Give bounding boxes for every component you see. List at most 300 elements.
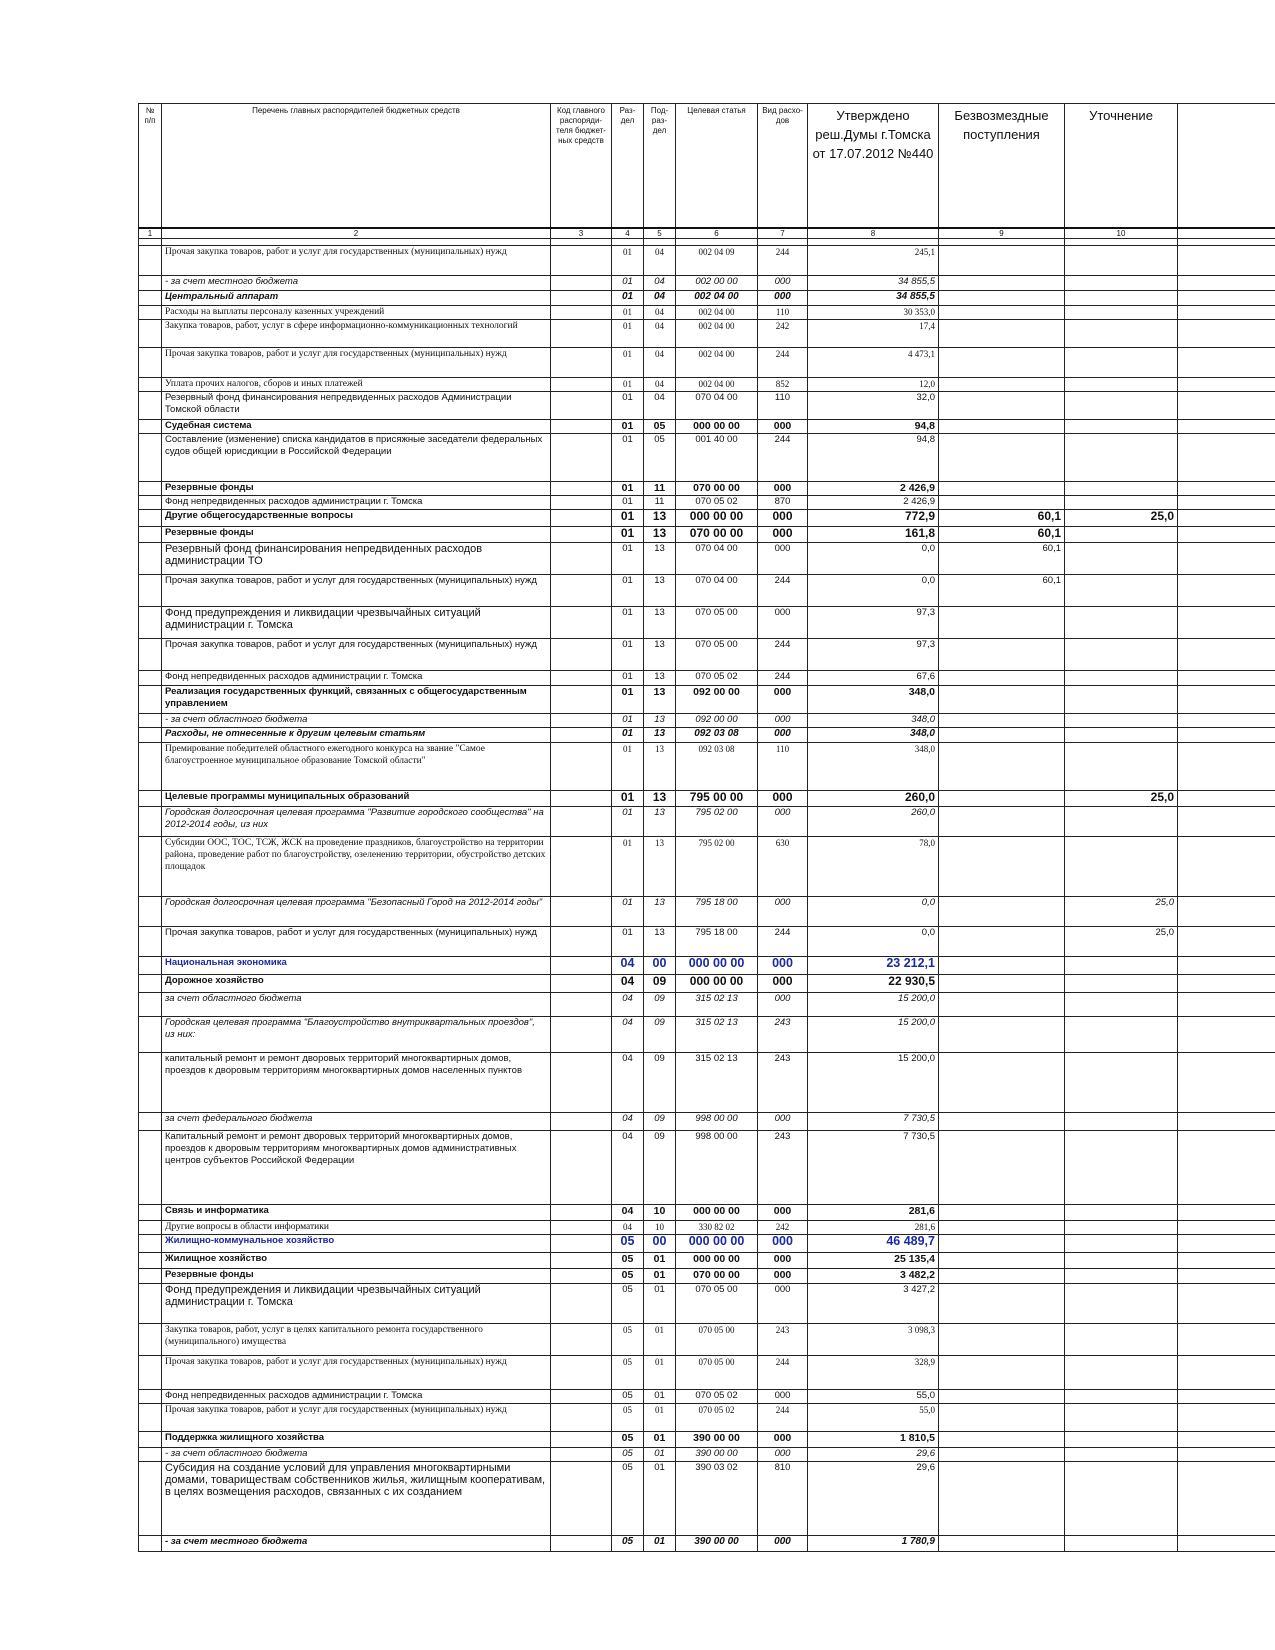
- cell-name: Капитальный ремонт и ремонт дворовых территорий многоквартирных домов, проездов к дворовым территориям многоквартирных домов административных центров субъектов Российской Федерации: [162, 1130, 551, 1204]
- cell-code: [551, 1220, 612, 1234]
- budget-table: [138, 103, 1275, 1552]
- cell-extra: [1178, 290, 1275, 305]
- cell-extra: [1178, 1461, 1275, 1535]
- table-row: [139, 419, 1275, 433]
- cell-extra: [1178, 806, 1275, 836]
- cell-refinement: [1065, 1447, 1178, 1461]
- column-number-extra: [1178, 228, 1275, 239]
- cell-section: 04: [612, 1130, 644, 1204]
- cell-gratuitous: 60,1: [939, 509, 1065, 526]
- table-header-row: [139, 104, 1275, 228]
- cell-code: [551, 1535, 612, 1551]
- cell-refinement: [1065, 1403, 1178, 1431]
- cell-extra: [1178, 1447, 1275, 1461]
- cell-subsection: 09: [644, 992, 676, 1016]
- cell-extra: [1178, 391, 1275, 419]
- cell-expense-type: 244: [758, 926, 808, 956]
- cell-name: Прочая закупка товаров, работ и услуг для государственных (муниципальных) нужд: [162, 1403, 551, 1431]
- cell-target: 795 02 00: [676, 806, 758, 836]
- table-row: [139, 1204, 1275, 1220]
- cell-section: 04: [612, 1112, 644, 1130]
- table-row: [139, 638, 1275, 670]
- cell-name: Резервный фонд финансирования непредвиденных расходов администрации ТО: [162, 542, 551, 574]
- cell-expense-type: 000: [758, 1535, 808, 1551]
- table-row: [139, 347, 1275, 377]
- cell-section: 05: [612, 1234, 644, 1252]
- cell-num: [139, 574, 162, 606]
- cell-expense-type: 000: [758, 481, 808, 495]
- cell-approved: 32,0: [808, 391, 939, 419]
- table-row: [139, 1431, 1275, 1447]
- cell-num: [139, 1130, 162, 1204]
- cell-section: 01: [612, 806, 644, 836]
- cell-expense-type: 243: [758, 1016, 808, 1052]
- cell-target: 070 05 02: [676, 1403, 758, 1431]
- cell-refinement: [1065, 305, 1178, 319]
- cell-name: Целевые программы муниципальных образований: [162, 790, 551, 806]
- cell-subsection: 04: [644, 305, 676, 319]
- cell-expense-type: 000: [758, 1234, 808, 1252]
- cell-code: [551, 574, 612, 606]
- cell-code: [551, 742, 612, 790]
- cell-approved: 772,9: [808, 509, 939, 526]
- cell-refinement: [1065, 1204, 1178, 1220]
- cell-name: Прочая закупка товаров, работ и услуг для государственных (муниципальных) нужд: [162, 1355, 551, 1389]
- cell-expense-type: 000: [758, 542, 808, 574]
- table-row: [139, 290, 1275, 305]
- cell-section: 05: [612, 1283, 644, 1323]
- cell-approved: 3 427,2: [808, 1283, 939, 1323]
- cell-name: Резервные фонды: [162, 1268, 551, 1283]
- cell-section: 04: [612, 1220, 644, 1234]
- cell-extra: [1178, 836, 1275, 896]
- cell-subsection: 13: [644, 526, 676, 542]
- cell-code: [551, 1323, 612, 1355]
- cell-target: 092 03 08: [676, 727, 758, 742]
- header-code: Код главного распоряди-теля бюджет-ных средств: [551, 104, 612, 228]
- cell-name: Прочая закупка товаров, работ и услуг для государственных (муниципальных) нужд: [162, 638, 551, 670]
- cell-expense-type: 244: [758, 638, 808, 670]
- cell-expense-type: 000: [758, 290, 808, 305]
- cell-extra: [1178, 542, 1275, 574]
- cell-extra: [1178, 245, 1275, 275]
- cell-gratuitous: [939, 992, 1065, 1016]
- cell-gratuitous: [939, 319, 1065, 347]
- cell-num: [139, 896, 162, 926]
- cell-refinement: [1065, 1461, 1178, 1535]
- cell-num: [139, 377, 162, 391]
- cell-section: 01: [612, 742, 644, 790]
- cell-refinement: 25,0: [1065, 509, 1178, 526]
- table-row: [139, 574, 1275, 606]
- cell-gratuitous: [939, 1283, 1065, 1323]
- cell-subsection: 05: [644, 433, 676, 481]
- column-number-row: [139, 228, 1275, 239]
- cell-code: [551, 956, 612, 974]
- cell-target: 070 05 02: [676, 495, 758, 509]
- cell-num: [139, 1323, 162, 1355]
- cell-name: - за счет местного бюджета: [162, 1535, 551, 1551]
- cell-subsection: 13: [644, 742, 676, 790]
- cell-expense-type: 000: [758, 896, 808, 926]
- cell-extra: [1178, 1220, 1275, 1234]
- cell-target: 092 00 00: [676, 713, 758, 727]
- cell-target: 315 02 13: [676, 1016, 758, 1052]
- cell-name: Городская целевая программа "Благоустройство внутриквартальных проездов", из них:: [162, 1016, 551, 1052]
- cell-expense-type: 810: [758, 1461, 808, 1535]
- cell-target: 998 00 00: [676, 1130, 758, 1204]
- cell-expense-type: 852: [758, 377, 808, 391]
- table-row: [139, 1355, 1275, 1389]
- table-row: [139, 1268, 1275, 1283]
- cell-refinement: [1065, 433, 1178, 481]
- cell-code: [551, 713, 612, 727]
- cell-section: 05: [612, 1535, 644, 1551]
- cell-name: Составление (изменение) списка кандидатов в присяжные заседатели федеральных судов общей юрисдикции в Российской Федерации: [162, 433, 551, 481]
- cell-num: [139, 481, 162, 495]
- cell-extra: [1178, 526, 1275, 542]
- cell-num: [139, 713, 162, 727]
- cell-approved: 161,8: [808, 526, 939, 542]
- header-approved: Утверждено реш.Думы г.Томска от 17.07.2012 №440: [808, 104, 939, 228]
- cell-name: Жилищно-коммунальное хозяйство: [162, 1234, 551, 1252]
- header-target: Целевая статья: [676, 104, 758, 228]
- cell-name: - за счет местного бюджета: [162, 275, 551, 290]
- cell-refinement: [1065, 1323, 1178, 1355]
- table-row: [139, 1403, 1275, 1431]
- cell-section: 01: [612, 606, 644, 638]
- cell-subsection: 13: [644, 790, 676, 806]
- cell-target: 390 00 00: [676, 1535, 758, 1551]
- cell-code: [551, 1204, 612, 1220]
- cell-subsection: 04: [644, 245, 676, 275]
- cell-name: капитальный ремонт и ремонт дворовых территорий многоквартирных домов, проездов к дворовым территориям многоквартирных домов населенных пунктов: [162, 1052, 551, 1112]
- cell-subsection: 13: [644, 806, 676, 836]
- cell-refinement: [1065, 1016, 1178, 1052]
- cell-section: 04: [612, 956, 644, 974]
- cell-approved: 7 730,5: [808, 1112, 939, 1130]
- cell-num: [139, 956, 162, 974]
- cell-target: 092 03 08: [676, 742, 758, 790]
- cell-subsection: 01: [644, 1389, 676, 1403]
- cell-subsection: 13: [644, 606, 676, 638]
- cell-target: 070 05 00: [676, 638, 758, 670]
- cell-extra: [1178, 275, 1275, 290]
- cell-approved: 55,0: [808, 1389, 939, 1403]
- cell-gratuitous: [939, 956, 1065, 974]
- cell-target: 070 05 02: [676, 670, 758, 685]
- cell-subsection: 01: [644, 1447, 676, 1461]
- cell-code: [551, 509, 612, 526]
- cell-name: Поддержка жилищного хозяйства: [162, 1431, 551, 1447]
- cell-gratuitous: [939, 1112, 1065, 1130]
- cell-code: [551, 1252, 612, 1268]
- cell-num: [139, 1283, 162, 1323]
- cell-section: 05: [612, 1403, 644, 1431]
- cell-target: 070 00 00: [676, 481, 758, 495]
- cell-code: [551, 1234, 612, 1252]
- table-row: [139, 1130, 1275, 1204]
- cell-section: 01: [612, 836, 644, 896]
- cell-code: [551, 1112, 612, 1130]
- cell-gratuitous: [939, 685, 1065, 713]
- cell-section: 01: [612, 926, 644, 956]
- cell-target: 070 05 02: [676, 1389, 758, 1403]
- header-name: Перечень главных распорядителей бюджетных средств: [162, 104, 551, 228]
- cell-approved: 97,3: [808, 606, 939, 638]
- cell-section: 05: [612, 1252, 644, 1268]
- cell-refinement: [1065, 419, 1178, 433]
- cell-approved: 281,6: [808, 1220, 939, 1234]
- cell-extra: [1178, 790, 1275, 806]
- cell-approved: 348,0: [808, 742, 939, 790]
- cell-expense-type: 000: [758, 727, 808, 742]
- cell-approved: 281,6: [808, 1204, 939, 1220]
- cell-name: - за счет областного бюджета: [162, 1447, 551, 1461]
- cell-target: 795 18 00: [676, 926, 758, 956]
- cell-refinement: [1065, 1220, 1178, 1234]
- cell-name: Фонд предупреждения и ликвидации чрезвычайных ситуаций администрации г. Томска: [162, 606, 551, 638]
- cell-expense-type: 000: [758, 419, 808, 433]
- cell-gratuitous: [939, 377, 1065, 391]
- cell-code: [551, 926, 612, 956]
- table-row: [139, 275, 1275, 290]
- cell-section: 01: [612, 638, 644, 670]
- cell-approved: 1 810,5: [808, 1431, 939, 1447]
- cell-section: 05: [612, 1461, 644, 1535]
- cell-extra: [1178, 1016, 1275, 1052]
- cell-subsection: 11: [644, 481, 676, 495]
- cell-name: Прочая закупка товаров, работ и услуг для государственных (муниципальных) нужд: [162, 574, 551, 606]
- cell-refinement: 25,0: [1065, 790, 1178, 806]
- cell-num: [139, 347, 162, 377]
- cell-expense-type: 000: [758, 1252, 808, 1268]
- cell-num: [139, 1355, 162, 1389]
- cell-code: [551, 1403, 612, 1431]
- cell-name: Премирование победителей областного ежегодного конкурса на звание "Самое благоустроенное муниципальное образование Томской области": [162, 742, 551, 790]
- cell-num: [139, 419, 162, 433]
- table-row: [139, 245, 1275, 275]
- cell-refinement: [1065, 742, 1178, 790]
- cell-section: 01: [612, 290, 644, 305]
- table-row: [139, 685, 1275, 713]
- cell-code: [551, 481, 612, 495]
- cell-gratuitous: [939, 433, 1065, 481]
- cell-gratuitous: [939, 1130, 1065, 1204]
- cell-extra: [1178, 305, 1275, 319]
- column-number: 9: [939, 228, 1065, 239]
- cell-target: 002 04 00: [676, 347, 758, 377]
- table-row: [139, 1447, 1275, 1461]
- cell-name: Резервный фонд финансирования непредвиденных расходов Администрации Томской области: [162, 391, 551, 419]
- cell-code: [551, 433, 612, 481]
- cell-target: 000 00 00: [676, 419, 758, 433]
- cell-num: [139, 685, 162, 713]
- cell-name: Закупка товаров, работ, услуг в целях капитального ремонта государственного (муниципального) имущества: [162, 1323, 551, 1355]
- cell-extra: [1178, 974, 1275, 992]
- column-number: 3: [551, 228, 612, 239]
- table-row: [139, 790, 1275, 806]
- cell-num: [139, 1431, 162, 1447]
- header-expense-type: Вид расхо-дов: [758, 104, 808, 228]
- cell-target: 002 04 09: [676, 245, 758, 275]
- cell-target: 795 02 00: [676, 836, 758, 896]
- cell-section: 01: [612, 347, 644, 377]
- cell-section: 01: [612, 896, 644, 926]
- cell-name: Фонд предупреждения и ликвидации чрезвычайных ситуаций администрации г. Томска: [162, 1283, 551, 1323]
- cell-section: 05: [612, 1355, 644, 1389]
- cell-num: [139, 790, 162, 806]
- cell-num: [139, 290, 162, 305]
- cell-name: Фонд непредвиденных расходов администрации г. Томска: [162, 670, 551, 685]
- cell-name: Судебная система: [162, 419, 551, 433]
- cell-approved: 0,0: [808, 926, 939, 956]
- cell-extra: [1178, 606, 1275, 638]
- cell-subsection: 01: [644, 1283, 676, 1323]
- cell-refinement: 25,0: [1065, 896, 1178, 926]
- cell-num: [139, 1252, 162, 1268]
- cell-gratuitous: [939, 1431, 1065, 1447]
- cell-code: [551, 836, 612, 896]
- cell-name: Жилищное хозяйство: [162, 1252, 551, 1268]
- cell-section: 01: [612, 685, 644, 713]
- table-row: [139, 606, 1275, 638]
- cell-expense-type: 000: [758, 1268, 808, 1283]
- cell-refinement: [1065, 974, 1178, 992]
- cell-expense-type: 242: [758, 319, 808, 347]
- cell-extra: [1178, 1252, 1275, 1268]
- cell-extra: [1178, 319, 1275, 347]
- cell-refinement: [1065, 1431, 1178, 1447]
- cell-code: [551, 542, 612, 574]
- cell-name: Расходы на выплаты персоналу казенных учреждений: [162, 305, 551, 319]
- cell-num: [139, 1234, 162, 1252]
- cell-subsection: 13: [644, 542, 676, 574]
- cell-refinement: [1065, 1234, 1178, 1252]
- cell-approved: 4 473,1: [808, 347, 939, 377]
- cell-refinement: [1065, 638, 1178, 670]
- cell-expense-type: 000: [758, 974, 808, 992]
- header-subsection: Под-раз-дел: [644, 104, 676, 228]
- table-row: [139, 1252, 1275, 1268]
- cell-approved: 46 489,7: [808, 1234, 939, 1252]
- cell-extra: [1178, 377, 1275, 391]
- cell-expense-type: 000: [758, 1447, 808, 1461]
- cell-name: Прочая закупка товаров, работ и услуг для государственных (муниципальных) нужд: [162, 245, 551, 275]
- cell-subsection: 09: [644, 1016, 676, 1052]
- cell-expense-type: 000: [758, 1283, 808, 1323]
- cell-refinement: [1065, 956, 1178, 974]
- cell-code: [551, 495, 612, 509]
- cell-code: [551, 391, 612, 419]
- cell-section: 01: [612, 727, 644, 742]
- table-row: [139, 1283, 1275, 1323]
- cell-subsection: 10: [644, 1204, 676, 1220]
- cell-approved: 260,0: [808, 790, 939, 806]
- cell-gratuitous: [939, 347, 1065, 377]
- cell-refinement: [1065, 495, 1178, 509]
- table-row: [139, 391, 1275, 419]
- cell-name: Связь и информатика: [162, 1204, 551, 1220]
- cell-name: Городская долгосрочная целевая программа "Безопасный Город на 2012-2014 годы": [162, 896, 551, 926]
- cell-refinement: [1065, 670, 1178, 685]
- cell-refinement: [1065, 1130, 1178, 1204]
- cell-num: [139, 305, 162, 319]
- cell-code: [551, 1283, 612, 1323]
- cell-refinement: [1065, 606, 1178, 638]
- cell-expense-type: 000: [758, 509, 808, 526]
- cell-gratuitous: [939, 713, 1065, 727]
- cell-gratuitous: [939, 926, 1065, 956]
- cell-target: 315 02 13: [676, 992, 758, 1016]
- cell-extra: [1178, 1112, 1275, 1130]
- cell-section: 04: [612, 974, 644, 992]
- cell-expense-type: 000: [758, 806, 808, 836]
- cell-extra: [1178, 926, 1275, 956]
- cell-refinement: [1065, 1268, 1178, 1283]
- cell-num: [139, 670, 162, 685]
- cell-name: Уплата прочих налогов, сборов и иных платежей: [162, 377, 551, 391]
- cell-approved: 25 135,4: [808, 1252, 939, 1268]
- cell-num: [139, 638, 162, 670]
- cell-gratuitous: [939, 742, 1065, 790]
- cell-name: Дорожное хозяйство: [162, 974, 551, 992]
- table-row: [139, 319, 1275, 347]
- cell-approved: 94,8: [808, 433, 939, 481]
- cell-name: Субсидии ООС, ТОС, ТСЖ, ЖСК на проведение праздников, благоустройство на территории района, проведение работ по благоустройству, озеленению территории, обустройство детских площадок: [162, 836, 551, 896]
- cell-refinement: [1065, 1535, 1178, 1551]
- table-row: [139, 742, 1275, 790]
- cell-code: [551, 377, 612, 391]
- cell-gratuitous: [939, 670, 1065, 685]
- cell-extra: [1178, 495, 1275, 509]
- cell-approved: 7 730,5: [808, 1130, 939, 1204]
- cell-gratuitous: [939, 245, 1065, 275]
- cell-gratuitous: [939, 638, 1065, 670]
- cell-num: [139, 926, 162, 956]
- cell-name: Другие вопросы в области информатики: [162, 1220, 551, 1234]
- cell-gratuitous: [939, 1220, 1065, 1234]
- cell-extra: [1178, 419, 1275, 433]
- table-row: [139, 974, 1275, 992]
- cell-gratuitous: [939, 419, 1065, 433]
- cell-approved: 22 930,5: [808, 974, 939, 992]
- cell-code: [551, 275, 612, 290]
- cell-section: 01: [612, 305, 644, 319]
- cell-extra: [1178, 727, 1275, 742]
- cell-target: 070 05 00: [676, 1355, 758, 1389]
- cell-expense-type: 243: [758, 1052, 808, 1112]
- cell-gratuitous: [939, 606, 1065, 638]
- cell-approved: 0,0: [808, 896, 939, 926]
- cell-approved: 97,3: [808, 638, 939, 670]
- cell-section: 04: [612, 1052, 644, 1112]
- cell-num: [139, 1403, 162, 1431]
- cell-subsection: 01: [644, 1403, 676, 1431]
- cell-subsection: 10: [644, 1220, 676, 1234]
- cell-subsection: 09: [644, 1052, 676, 1112]
- cell-num: [139, 806, 162, 836]
- table-row: [139, 1016, 1275, 1052]
- cell-expense-type: 000: [758, 606, 808, 638]
- cell-section: 04: [612, 1204, 644, 1220]
- table-row: [139, 836, 1275, 896]
- cell-gratuitous: 60,1: [939, 526, 1065, 542]
- cell-refinement: [1065, 391, 1178, 419]
- cell-subsection: 01: [644, 1461, 676, 1535]
- cell-num: [139, 1204, 162, 1220]
- table-row: [139, 992, 1275, 1016]
